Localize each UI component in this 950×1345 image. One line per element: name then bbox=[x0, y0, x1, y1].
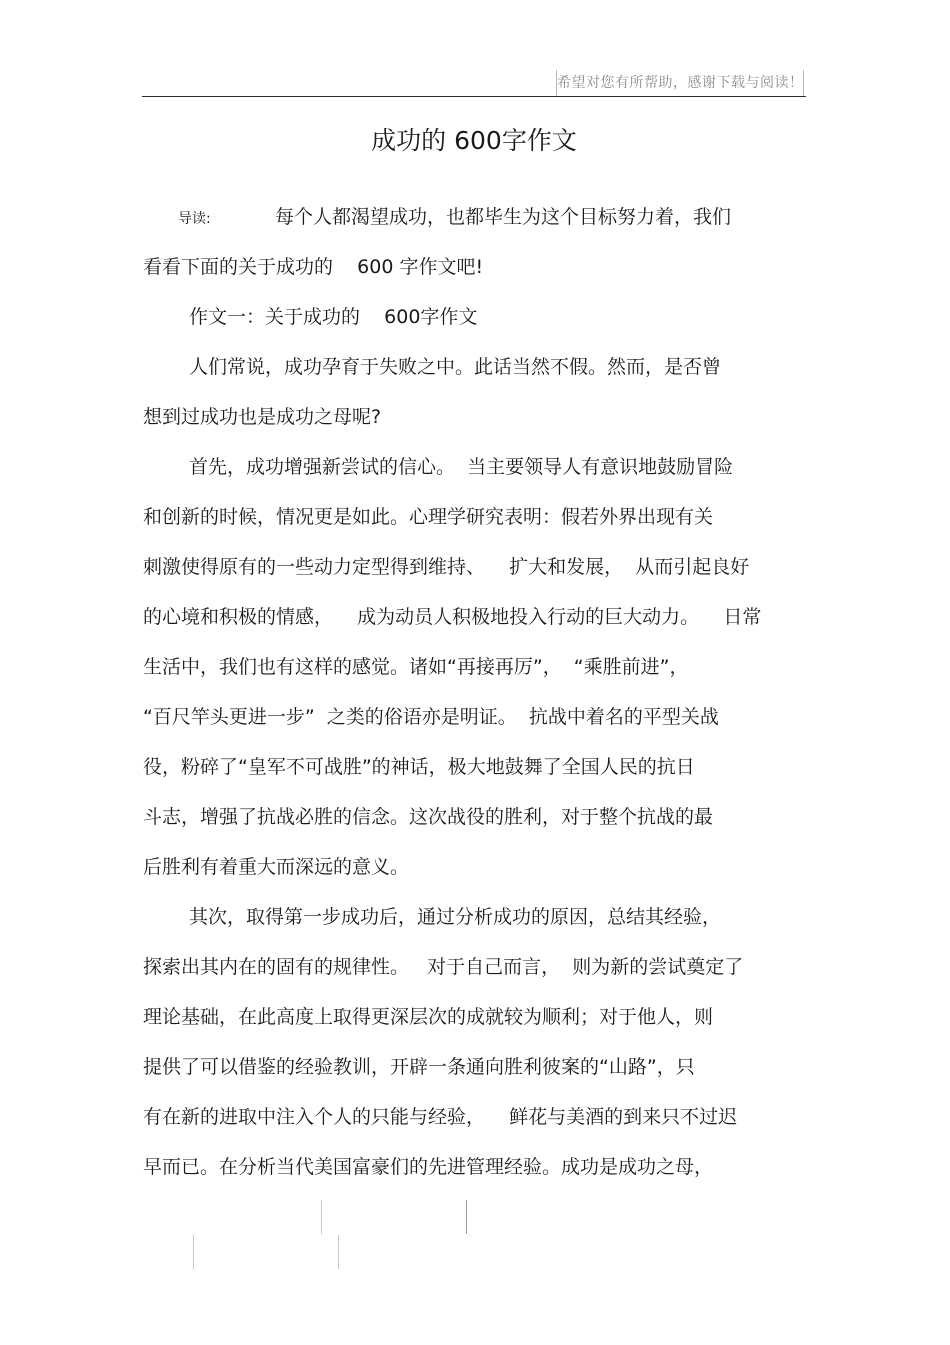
paragraph-line: 早而已。在分析当代美国富豪们的先进管理经验。成功是成功之母， bbox=[143, 1156, 714, 1178]
paragraph-line: 想到过成功也是成功之母呢? bbox=[143, 406, 382, 428]
paragraph-line: 人们常说，成功孕育于失败之中。此话当然不假。然而，是否曾 bbox=[189, 356, 722, 378]
scan-artifact-line bbox=[193, 1235, 194, 1269]
section-heading: 作文一：关于成功的 600字作文 bbox=[189, 306, 478, 328]
paragraph-line: 的心境和积极的情感， 成为动员人积极地投入行动的巨大动力。 日常 bbox=[143, 606, 762, 628]
paragraph-line: 刺激使得原有的一些动力定型得到维持、 扩大和发展， 从而引起良好 bbox=[143, 556, 750, 578]
paragraph-line: 理论基础，在此高度上取得更深层次的成就较为顺利；对于他人，则 bbox=[143, 1006, 714, 1028]
paragraph-line: 有在新的进取中注入个人的只能与经验， 鲜花与美酒的到来只不过迟 bbox=[143, 1106, 738, 1128]
scan-artifact-line bbox=[321, 1200, 322, 1234]
paragraph-line: 役，粉碎了“皇军不可战胜”的神话，极大地鼓舞了全国人民的抗日 bbox=[143, 756, 695, 778]
scan-artifact-line bbox=[466, 1200, 467, 1234]
paragraph-line: 提供了可以借鉴的经验教训，开辟一条通向胜利彼案的“山路”，只 bbox=[143, 1056, 695, 1078]
paragraph-line: 每个人都渴望成功，也都毕生为这个目标努力着，我们 bbox=[275, 206, 732, 228]
paragraph-line: 首先，成功增强新尝试的信心。 当主要领导人有意识地鼓励冒险 bbox=[189, 456, 734, 478]
header-note: 希望对您有所帮助，感谢下载与阅读！ bbox=[556, 70, 804, 96]
paragraph-line: 生活中，我们也有这样的感觉。诸如“再接再厉”， “乘胜前进”， bbox=[143, 656, 689, 678]
paragraph-line: 探索出其内在的固有的规律性。 对于自己而言， 则为新的尝试奠定了 bbox=[143, 956, 744, 978]
header-divider bbox=[142, 96, 806, 97]
paragraph-line: 后胜利有着重大而深远的意义。 bbox=[143, 856, 410, 878]
intro-label: 导读: bbox=[178, 211, 211, 227]
paragraph-line: 和创新的时候，情况更是如此。心理学研究表明：假若外界出现有关 bbox=[143, 506, 714, 528]
paragraph-line: 斗志，增强了抗战必胜的信念。这次战役的胜利，对于整个抗战的最 bbox=[143, 806, 714, 828]
scan-artifact-line bbox=[338, 1235, 339, 1269]
paragraph-line: “百尺竿头更进一步” 之类的俗语亦是明证。 抗战中着名的平型关战 bbox=[143, 706, 719, 728]
document-title: 成功的 600字作文 bbox=[371, 126, 577, 155]
paragraph-line: 看看下面的关于成功的 600 字作文吧! bbox=[143, 256, 484, 278]
paragraph-line: 其次，取得第一步成功后，通过分析成功的原因，总结其经验， bbox=[189, 906, 722, 928]
